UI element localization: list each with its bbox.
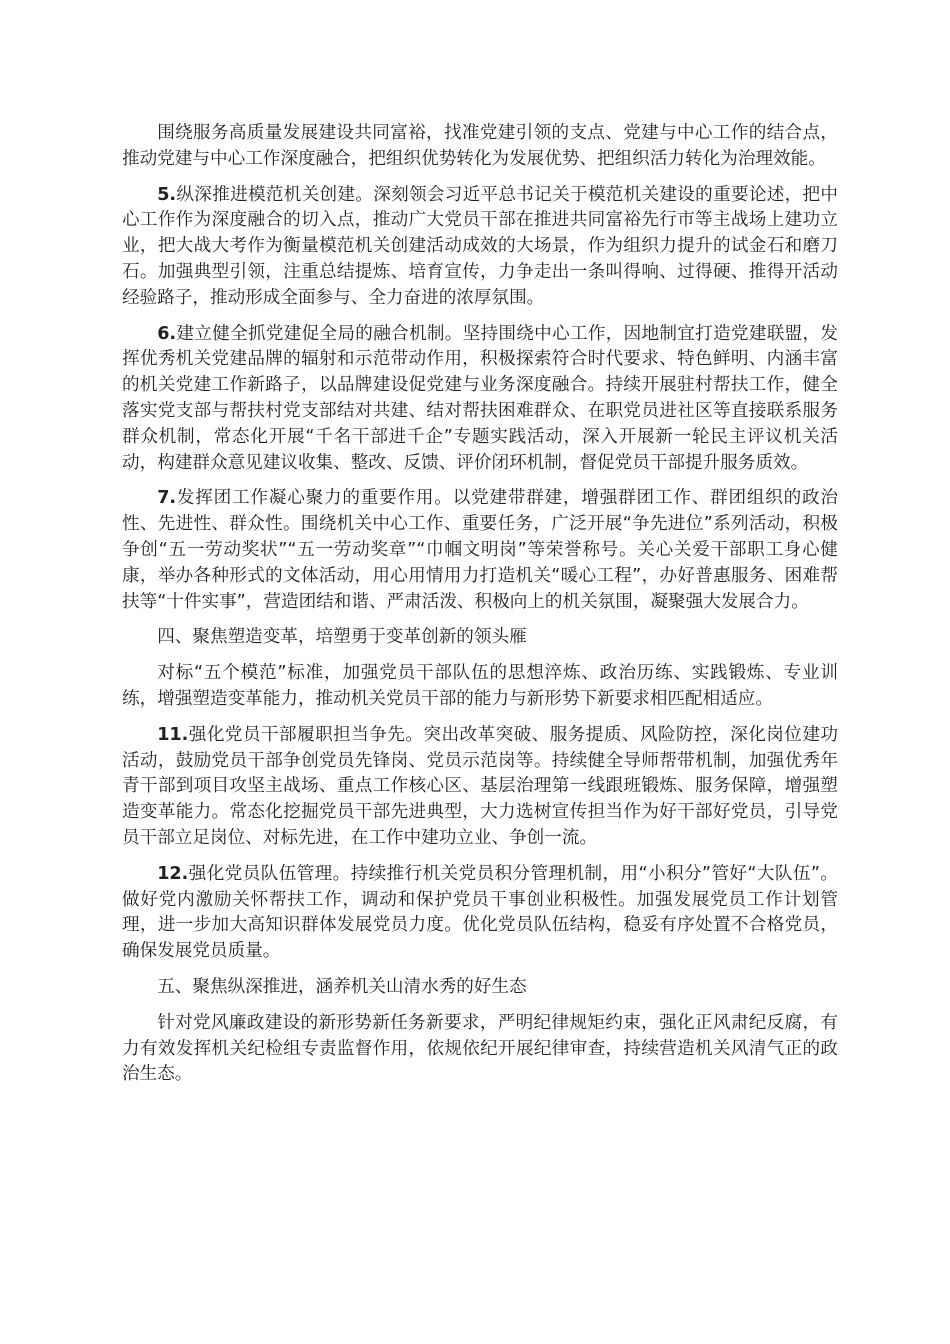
document-page — [122, 121, 838, 1098]
item-number: 6. — [157, 323, 177, 344]
intro-paragraph: 围绕服务高质量发展建设共同富裕，找准党建引领的支点、党建与中心工作的结合点，推动党建与中心工作深度融合，把组织优势转化为发展优势、把组织活力转化为治理效能。 — [122, 123, 838, 169]
item-6-paragraph: 6.建立健全抓党建促全局的融合机制。坚持围绕中心工作，因地制宜打造党建联盟，发挥优秀机关党建品牌的辐射和示范带动作用，积极探索符合时代要求、特色鲜明、内涵丰富的机关党建工作新路子，以品牌建设促党建与业务深度融合。持续开展驻村帮扶工作，健全落实党支部与帮扶村党支部结对共建、结对帮扶困难群众、在职党员进社区等直接联系服务群众机制，常态化开展“千名干部进千企”专题实践活动，深入开展新一轮民主评议机关活动，构建群众意见建议收集、整改、反馈、评价闭环机制，督促党员干部提升服务质效。 — [122, 323, 838, 473]
item-12-paragraph: 12.强化党员队伍管理。持续推行机关党员积分管理机制，用“小积分”管好“大队伍”。做好党内激励关怀帮扶工作，调动和保护党员干事创业积极性。加强发展党员工作计划管理，进一步加大高知识群体发展党员力度。优化党员队伍结构，稳妥有序处置不合格党员，确保发展党员质量。 — [122, 863, 838, 962]
section-heading-4: 四、聚焦塑造变革，培塑勇于变革创新的领头雁 — [157, 627, 527, 648]
item-7-paragraph: 7.发挥团工作凝心聚力的重要作用。以党建带群建，增强群团工作、群团组织的政治性、先进性、群众性。围绕机关中心工作、重要任务，广泛开展“争先进位”系列活动，积极争创“五一劳动奖状”“五一劳动奖章”“巾帼文明岗”等荣誉称号。关心关爱干部职工身心健康，举办各种形式的文体活动，用心用情用力打造机关“暖心工程”，办好普惠服务、困难帮扶等“十件实事”，营造团结和谐、严肃活泼、积极向上的机关氛围，凝聚强大发展合力。 — [122, 488, 838, 612]
section-4-intro: 对标“五个模范”标准，加强党员干部队伍的思想淬炼、政治历练、实践锻炼、专业训练，增强塑造变革能力，推动机关党员干部的能力与新形势下新要求相匹配相适应。 — [122, 663, 838, 709]
section-5-intro: 针对党风廉政建设的新形势新任务新要求，严明纪律规矩约束，强化正风肃纪反腐，有力有效发挥机关纪检组专责监督作用，依规依纪开展纪律审查，持续营造机关风清气正的政治生态。 — [122, 1012, 838, 1085]
item-number: 12. — [157, 863, 189, 884]
item-number: 5. — [157, 184, 177, 205]
item-5-paragraph: 5.纵深推进模范机关创建。深刻领会习近平总书记关于模范机关建设的重要论述，把中心工作作为深度融合的切入点，推动广大党员干部在推进共同富裕先行市等主战场上建功立业，把大战大考作为衡量模范机关创建活动成效的大场景，作为组织力提升的试金石和磨刀石。加强典型引领，注重总结提炼、培育宣传，力争走出一条叫得响、过得硬、推得开活动经验路子，推动形成全面参与、全力奋进的浓厚氛围。 — [122, 184, 838, 308]
item-number: 11. — [157, 724, 189, 745]
section-heading-5: 五、聚焦纵深推进，涵养机关山清水秀的好生态 — [157, 976, 527, 997]
item-number: 7. — [157, 488, 177, 509]
item-11-paragraph: 11.强化党员干部履职担当争先。突出改革突破、服务提质、风险防控，深化岗位建功活动，鼓励党员干部争创党员先锋岗、党员示范岗等。持续健全导师帮带机制，加强优秀年青干部到项目攻坚主战场、重点工作核心区、基层治理第一线跟班锻炼、服务保障，增强塑造变革能力。常态化挖掘党员干部先进典型，大力选树宣传担当作为好干部好党员，引导党员干部立足岗位、对标先进，在工作中建功立业、争创一流。 — [122, 724, 838, 848]
